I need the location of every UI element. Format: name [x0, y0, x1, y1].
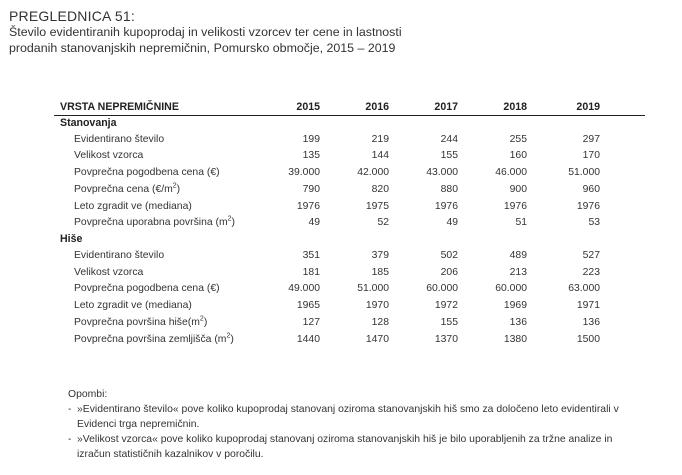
- table-cell: 63.000: [568, 283, 600, 295]
- row-label-text: Evidentirano število: [74, 133, 165, 145]
- table-cell: 170: [582, 150, 600, 162]
- table-row: [54, 148, 645, 165]
- note-dash: -: [68, 404, 72, 415]
- table-cell: 351: [302, 249, 320, 261]
- row-label-text: Povprečna cena (€/m: [74, 183, 173, 195]
- notes: [68, 387, 658, 462]
- table-cell: 135: [302, 150, 320, 162]
- table-number: PREGLEDNICA 51:: [9, 8, 135, 24]
- table-cell: 502: [440, 249, 458, 261]
- table-row: [54, 132, 645, 149]
- row-label: [74, 315, 207, 332]
- column-header-type: VRSTA NEPREMIČNINE: [60, 101, 179, 113]
- section-row: [54, 232, 645, 248]
- table-cell: 49: [446, 217, 458, 229]
- note-text: »Evidentirano število« pove koliko kupoprodaj stanovanj oziroma stanovanjskih hiš smo za določeno leto evidentirali v: [77, 404, 619, 415]
- row-label-text: Evidentirano število: [74, 249, 165, 261]
- row-label: [74, 248, 164, 265]
- table-cell: 136: [582, 316, 600, 328]
- table-title-line-1: Število evidentiranih kupoprodaj in velikosti vzorcev ter cene in lastnosti: [9, 25, 402, 39]
- section-label: Hiše: [60, 233, 83, 246]
- row-label-suffix: ): [176, 183, 181, 195]
- table-cell: 60.000: [495, 283, 527, 295]
- row-label-text: Povprečna pogodbena cena (€): [74, 283, 220, 295]
- table-cell: 820: [371, 183, 389, 195]
- row-label-text: Leto zgradit ve (mediana): [74, 300, 192, 312]
- table-cell: 60.000: [426, 283, 458, 295]
- note-item: [68, 402, 658, 417]
- note-text: »Velikost vzorca« pove koliko kupoprodaj stanovanj oziroma stanovanjskih hiš je bilo uporabljenih za tržne analize in: [77, 434, 613, 445]
- table-cell: 1370: [434, 333, 458, 345]
- row-label-superscript: 2: [172, 182, 177, 190]
- column-header-year: 2018: [503, 101, 527, 113]
- table-row: [54, 182, 645, 199]
- table-header-row: [54, 100, 645, 116]
- table-cell: 255: [509, 133, 527, 145]
- note-item: [68, 432, 658, 447]
- table-cell: 127: [302, 316, 320, 328]
- table-cell: 160: [509, 150, 527, 162]
- table-body: [54, 116, 645, 349]
- table-cell: 49.000: [288, 283, 320, 295]
- table-cell: 181: [302, 266, 320, 278]
- table-cell: 52: [377, 217, 389, 229]
- row-label: [74, 199, 192, 216]
- table-cell: 1470: [365, 333, 389, 345]
- section-label: Stanovanja: [60, 117, 117, 129]
- table-cell: 185: [371, 266, 389, 278]
- table-row: [54, 199, 645, 216]
- table-cell: 223: [582, 266, 600, 278]
- table-cell: 900: [509, 183, 527, 195]
- table-title-line-2: prodanih stanovanjskih nepremičnin, Pomursko območje, 2015 – 2019: [9, 40, 396, 55]
- row-label: [74, 165, 220, 182]
- row-label-superscript: 2: [199, 315, 204, 323]
- note-text-continued: Evidenci trga nepremičnin.: [77, 419, 200, 430]
- table-cell: 527: [582, 249, 600, 261]
- table-caption: [9, 8, 669, 56]
- row-label: [74, 281, 220, 298]
- row-label: [74, 298, 192, 315]
- row-label: [74, 265, 143, 282]
- table-cell: 297: [582, 133, 600, 145]
- table-cell: 1500: [576, 333, 600, 345]
- table-cell: 51: [515, 217, 527, 229]
- table-row: [54, 332, 645, 349]
- table-cell: 53: [588, 217, 600, 229]
- table-cell: 1972: [434, 300, 458, 312]
- table-cell: 379: [371, 249, 389, 261]
- table-cell: 960: [582, 183, 600, 195]
- note-text-continued: izračun statističnih kazalnikov v poročilu.: [77, 449, 264, 460]
- table-row: [54, 165, 645, 182]
- table-row: [54, 315, 645, 332]
- table-row: [54, 215, 645, 232]
- row-label: [74, 215, 235, 232]
- column-header-year: 2016: [365, 101, 389, 113]
- table-row: [54, 265, 645, 282]
- row-label: [74, 182, 180, 199]
- row-label: [74, 148, 143, 165]
- row-label: [74, 132, 164, 149]
- row-label-text: Velikost vzorca: [74, 150, 144, 162]
- table-cell: 1976: [434, 200, 458, 212]
- data-table: [54, 100, 645, 349]
- table-cell: 244: [440, 133, 458, 145]
- row-label-text: Velikost vzorca: [74, 266, 144, 278]
- table-cell: 51.000: [357, 283, 389, 295]
- table-cell: 1380: [503, 333, 527, 345]
- table-cell: 1971: [576, 300, 600, 312]
- table-cell: 144: [371, 150, 389, 162]
- table-cell: 1976: [576, 200, 600, 212]
- row-label: [74, 332, 234, 349]
- section-row: [54, 116, 645, 132]
- row-label-suffix: ): [230, 333, 234, 345]
- table-cell: 1440: [296, 333, 320, 345]
- column-header-year: 2015: [296, 101, 320, 113]
- table-cell: 42.000: [357, 167, 389, 179]
- row-label-suffix: ): [203, 316, 208, 328]
- table-cell: 489: [509, 249, 527, 261]
- table-cell: 880: [440, 183, 458, 195]
- table-cell: 128: [371, 316, 389, 328]
- table-row: [54, 248, 645, 265]
- table-cell: 49: [308, 217, 320, 229]
- row-label-text: Povprečna površina zemljišča (m: [74, 333, 227, 345]
- table-cell: 199: [302, 133, 320, 145]
- table-cell: 39.000: [288, 167, 320, 179]
- table-cell: 43.000: [426, 167, 458, 179]
- row-label-suffix: ): [231, 217, 236, 229]
- table-cell: 46.000: [495, 167, 527, 179]
- table-cell: 155: [440, 316, 458, 328]
- row-label-text: Povprečna pogodbena cena (€): [74, 167, 220, 179]
- column-header-year: 2017: [434, 101, 458, 113]
- row-label-superscript: 2: [227, 216, 232, 224]
- table-cell: 51.000: [568, 167, 600, 179]
- table-cell: 206: [440, 266, 458, 278]
- table-row: [54, 298, 645, 315]
- table-cell: 155: [440, 150, 458, 162]
- row-label-superscript: 2: [226, 332, 231, 340]
- table-cell: 1975: [365, 200, 389, 212]
- row-label-text: Povprečna površina hiše(m: [74, 316, 200, 328]
- row-label-text: Leto zgradit ve (mediana): [74, 200, 192, 212]
- table-cell: 1976: [296, 200, 320, 212]
- notes-heading: Opombi:: [68, 389, 108, 400]
- column-header-year: 2019: [576, 101, 600, 113]
- table-cell: 790: [302, 183, 320, 195]
- table-cell: 1970: [365, 300, 389, 312]
- table-cell: 213: [509, 266, 527, 278]
- table-cell: 136: [509, 316, 527, 328]
- table-cell: 1976: [503, 200, 527, 212]
- table-row: [54, 281, 645, 298]
- table-cell: 219: [371, 133, 389, 145]
- row-label-text: Povprečna uporabna površina (m: [74, 217, 228, 229]
- note-dash: -: [68, 434, 72, 445]
- table-cell: 1969: [503, 300, 527, 312]
- table-cell: 1965: [296, 300, 320, 312]
